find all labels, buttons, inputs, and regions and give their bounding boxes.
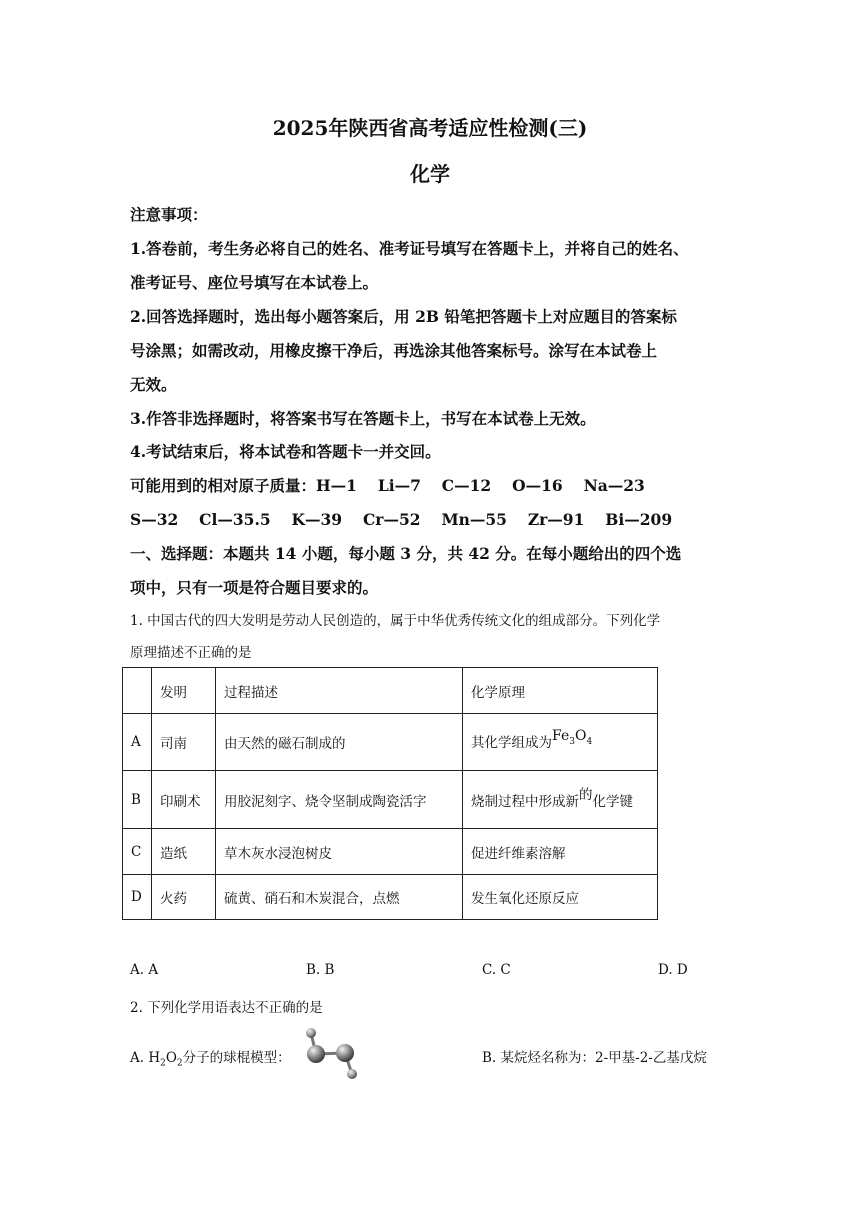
principle-text: 化学键 bbox=[592, 793, 633, 810]
table-cell: 司南 bbox=[152, 714, 216, 771]
note-line: 无效。 bbox=[130, 375, 177, 394]
table-row bbox=[123, 829, 658, 875]
table-cell: 草木灰水浸泡树皮 bbox=[216, 829, 463, 875]
section-heading: 项中，只有一项是符合题目要求的。 bbox=[130, 578, 379, 597]
atomic-mass-line: 可能用到的相对原子质量：H—1 Li—7 C—12 O—16 Na—23 bbox=[130, 476, 645, 495]
table-cell: 过程描述 bbox=[216, 668, 463, 714]
table-cell bbox=[463, 771, 658, 829]
table-cell: C bbox=[123, 829, 152, 875]
table-cell: 促进纤维素溶解 bbox=[463, 829, 658, 875]
note-line: 1.答卷前，考生务必将自己的姓名、准考证号填写在答题卡上，并将自己的姓名、 bbox=[130, 239, 689, 258]
notes-heading: 注意事项： bbox=[130, 205, 208, 224]
principle-text: 的 bbox=[579, 786, 593, 803]
q1-option-c: C. C bbox=[482, 962, 511, 978]
subject-title: 化学 bbox=[410, 162, 450, 186]
h2o2-ball-stick-model-icon bbox=[300, 1026, 360, 1082]
table-cell bbox=[463, 714, 658, 771]
section-heading: 一、选择题：本题共 14 小题，每小题 3 分，共 42 分。在每小题给出的四个选 bbox=[130, 544, 682, 563]
q1-table bbox=[122, 667, 658, 920]
table-cell: 发明 bbox=[152, 668, 216, 714]
page-title: 2025年陕西省高考适应性检测(三) bbox=[272, 116, 588, 140]
q1-option-d: D. D bbox=[658, 962, 688, 978]
principle-text: 其化学组成为 bbox=[471, 734, 552, 751]
table-cell: A bbox=[123, 714, 152, 771]
q1-stem: 1. 中国古代的四大发明是劳动人民创造的，属于中华优秀传统文化的组成部分。下列化学 bbox=[130, 613, 661, 629]
table-row bbox=[123, 714, 658, 771]
q2-stem: 2. 下列化学用语表达不正确的是 bbox=[130, 1000, 323, 1016]
table-row bbox=[123, 875, 658, 920]
table-cell: 用胶泥刻字、烧令坚制成陶瓷活字 bbox=[216, 771, 463, 829]
q1-option-b: B. B bbox=[306, 962, 335, 978]
table-cell: 火药 bbox=[152, 875, 216, 920]
table-header-row bbox=[123, 668, 658, 714]
table-cell: 化学原理 bbox=[463, 668, 658, 714]
note-line: 3.作答非选择题时，将答案书写在答题卡上，书写在本试卷上无效。 bbox=[130, 409, 596, 428]
table-cell: 印刷术 bbox=[152, 771, 216, 829]
note-line: 号涂黑；如需改动，用橡皮擦干净后，再选涂其他答案标号。涂写在本试卷上 bbox=[130, 341, 658, 360]
table-cell: B bbox=[123, 771, 152, 829]
q2-option-b: B. 某烷烃名称为：2-甲基-2-乙基戊烷 bbox=[482, 1050, 707, 1066]
fe3o4-formula: $Fe_3O_4$ bbox=[552, 727, 593, 747]
table-cell bbox=[123, 668, 152, 714]
note-line: 2.回答选择题时，选出每小题答案后，用 2B 铅笔把答题卡上对应题目的答案标 bbox=[130, 307, 677, 326]
table-cell: 发生氧化还原反应 bbox=[463, 875, 658, 920]
q2-option-a: A. $H_2O_2$分子的球棍模型： bbox=[130, 1050, 291, 1069]
q1-option-a: A. A bbox=[130, 962, 159, 978]
table-cell: 造纸 bbox=[152, 829, 216, 875]
table-cell: D bbox=[123, 875, 152, 920]
table-cell: 硫黄、硝石和木炭混合，点燃 bbox=[216, 875, 463, 920]
q1-stem: 原理描述不正确的是 bbox=[130, 645, 252, 661]
table-cell: 由天然的磁石制成的 bbox=[216, 714, 463, 771]
note-line: 4.考试结束后，将本试卷和答题卡一并交回。 bbox=[130, 442, 441, 461]
table-row bbox=[123, 771, 658, 829]
atomic-mass-line: S—32 Cl—35.5 K—39 Cr—52 Mn—55 Zr—91 Bi—209 bbox=[130, 510, 673, 529]
principle-text: 烧制过程中形成新 bbox=[471, 793, 579, 810]
note-line: 准考证号、座位号填写在本试卷上。 bbox=[130, 273, 379, 292]
